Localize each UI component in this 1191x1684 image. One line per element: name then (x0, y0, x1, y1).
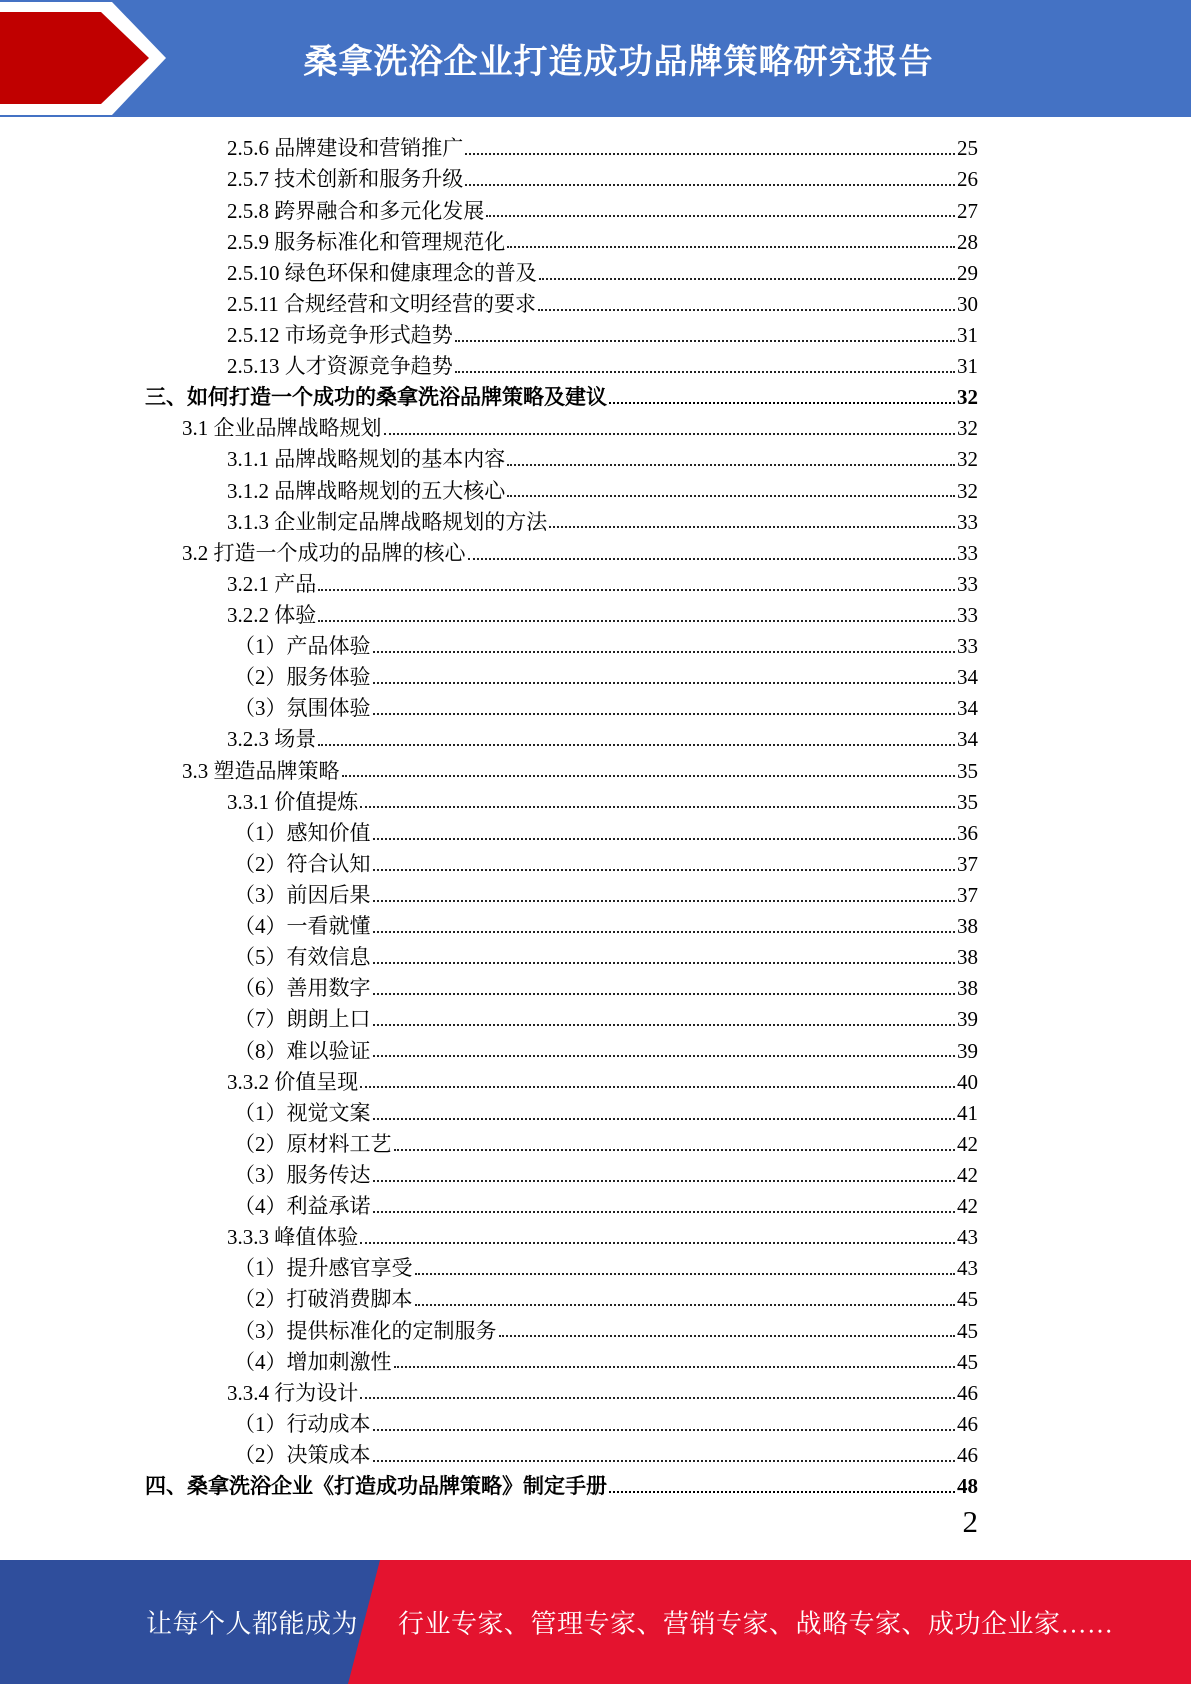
toc-entry[interactable] (0, 348, 1191, 379)
dot-leader (318, 589, 955, 591)
toc-entry-page: 31 (957, 354, 978, 379)
toc-entry[interactable] (0, 566, 1191, 597)
dot-leader (455, 371, 955, 373)
dot-leader (318, 620, 955, 622)
toc-entry[interactable] (0, 192, 1191, 223)
dot-leader (342, 775, 956, 777)
toc-entry[interactable] (0, 877, 1191, 908)
toc-entry-page: 37 (957, 882, 978, 907)
toc-entry-label: （1）提升感官享受 (234, 1256, 413, 1281)
toc-entry-label: 3.2.2 体验 (227, 602, 317, 627)
toc-entry-label: （1）行动成本 (234, 1411, 371, 1436)
toc-entry-label: （6）善用数字 (234, 976, 371, 1001)
toc-entry-page: 31 (957, 323, 978, 347)
toc-entry-label: 2.5.7 技术创新和服务升级 (227, 167, 464, 192)
toc-entry[interactable] (0, 1437, 1191, 1468)
toc-entry-label: 3.3 塑造品牌策略 (182, 758, 340, 783)
dot-leader (609, 402, 955, 404)
toc-entry-label: （3）服务传达 (234, 1162, 371, 1187)
dot-leader (465, 184, 955, 186)
toc-entry-page: 33 (957, 634, 978, 659)
toc-entry[interactable] (0, 1468, 1191, 1499)
toc-entry-label: 2.5.8 跨界融合和多元化发展 (227, 198, 485, 223)
toc-entry[interactable] (0, 783, 1191, 814)
toc-entry-page: 30 (957, 291, 978, 316)
toc-entry-label: 3.1.2 品牌战略规划的五大核心 (227, 478, 506, 503)
dot-leader (507, 246, 955, 248)
toc-entry-page: 45 (957, 1318, 978, 1343)
toc-entry-page: 36 (957, 820, 978, 845)
toc-entry-label: 3.1.1 品牌战略规划的基本内容 (227, 447, 506, 472)
toc-entry-label: （8）难以验证 (234, 1038, 371, 1063)
toc-entry[interactable] (0, 1250, 1191, 1281)
toc-entry-page: 29 (957, 260, 978, 285)
toc-entry[interactable] (0, 1405, 1191, 1436)
toc-entry-page: 26 (957, 167, 978, 192)
toc-entry-label: 3.2.1 产品 (227, 571, 317, 596)
toc-entry-page: 37 (957, 851, 978, 876)
dot-leader (373, 713, 956, 715)
toc-entry-page: 48 (957, 1474, 978, 1499)
toc-entry-label: 四、桑拿洗浴企业《打造成功品牌策略》制定手册 (145, 1474, 607, 1499)
dot-leader (609, 1491, 955, 1493)
toc-entry[interactable] (0, 690, 1191, 721)
toc-entry[interactable] (0, 1188, 1191, 1219)
toc-entry-label: （4）一看就懂 (234, 914, 371, 939)
toc-entry-page: 32 (957, 447, 978, 472)
toc-entry-label: （7）朗朗上口 (234, 1007, 371, 1032)
toc-entry-label: （1）感知价值 (234, 820, 371, 845)
dot-leader (373, 1024, 956, 1026)
dot-leader (373, 993, 956, 995)
dot-leader (394, 1149, 956, 1151)
dot-leader (538, 309, 955, 311)
toc-entry-label: （5）有效信息 (234, 945, 371, 970)
toc-entry[interactable] (0, 1094, 1191, 1125)
toc-entry[interactable] (0, 1157, 1191, 1188)
toc-entry[interactable] (0, 814, 1191, 845)
toc-entry-page: 25 (957, 136, 978, 161)
toc-entry-page: 33 (957, 540, 978, 565)
table-of-contents (0, 130, 1191, 1499)
dot-leader (373, 1055, 956, 1057)
dot-leader (394, 1366, 956, 1368)
toc-entry-label: 3.3.3 峰值体验 (227, 1225, 359, 1250)
toc-entry-page: 28 (957, 229, 978, 254)
toc-entry[interactable] (0, 472, 1191, 503)
page-number: 2 (962, 1504, 978, 1539)
toc-entry-page: 41 (957, 1100, 978, 1125)
dot-leader (373, 1211, 956, 1213)
toc-entry-label: 3.3.1 价值提炼 (227, 789, 359, 814)
toc-entry-label: 3.2 打造一个成功的品牌的核心 (182, 540, 466, 565)
dot-leader (415, 1273, 956, 1275)
toc-entry-page: 42 (957, 1194, 978, 1219)
footer-slogan-right: 行业专家、管理专家、营销专家、战略专家、成功企业家…… (398, 1609, 1114, 1639)
dot-leader (373, 651, 956, 653)
toc-entry-page: 33 (957, 602, 978, 627)
toc-entry-page: 38 (957, 914, 978, 939)
dot-leader (373, 1429, 956, 1431)
toc-entry-label: 3.1 企业品牌战略规划 (182, 416, 382, 441)
toc-entry-label: （2）符合认知 (234, 851, 371, 876)
dot-leader (539, 278, 955, 280)
dot-leader (468, 558, 956, 560)
toc-entry[interactable] (0, 503, 1191, 534)
dot-leader (360, 1397, 955, 1399)
toc-entry[interactable] (0, 939, 1191, 970)
toc-entry-label: 3.3.2 价值呈现 (227, 1069, 359, 1094)
toc-entry-page: 45 (957, 1349, 978, 1374)
toc-entry-label: 3.3.4 行为设计 (227, 1380, 359, 1405)
toc-entry-label: 2.5.9 服务标准化和管理规范化 (227, 229, 506, 254)
toc-entry-label: 三、如何打造一个成功的桑拿洗浴品牌策略及建议 (145, 385, 607, 410)
toc-entry[interactable] (0, 317, 1191, 348)
toc-entry[interactable] (0, 1374, 1191, 1405)
toc-entry-label: （4）增加刺激性 (234, 1349, 392, 1374)
dot-leader (360, 1086, 955, 1088)
toc-entry[interactable] (0, 410, 1191, 441)
toc-entry-label: （1）视觉文案 (234, 1100, 371, 1125)
dot-leader (373, 1180, 956, 1182)
dot-leader (465, 153, 955, 155)
toc-entry[interactable] (0, 628, 1191, 659)
toc-entry-label: （2）原材料工艺 (234, 1131, 392, 1156)
toc-entry[interactable] (0, 908, 1191, 939)
toc-entry-page: 39 (957, 1007, 978, 1032)
toc-entry[interactable] (0, 970, 1191, 1001)
toc-entry-page: 34 (957, 727, 978, 752)
toc-entry-page: 42 (957, 1131, 978, 1156)
toc-entry-page: 38 (957, 976, 978, 1001)
dot-leader (373, 838, 956, 840)
toc-entry-label: （3）氛围体验 (234, 696, 371, 721)
report-title: 桑拿洗浴企业打造成功品牌策略研究报告 (303, 43, 934, 81)
toc-entry[interactable] (0, 161, 1191, 192)
toc-entry-label: 2.5.13 人才资源竞争趋势 (227, 354, 453, 379)
dot-leader (360, 806, 955, 808)
toc-entry-page: 33 (957, 509, 978, 534)
toc-entry[interactable] (0, 1281, 1191, 1312)
toc-entry[interactable] (0, 130, 1191, 161)
toc-entry-page: 33 (957, 571, 978, 596)
toc-entry-page: 27 (957, 198, 978, 223)
toc-entry[interactable] (0, 379, 1191, 410)
dot-leader (549, 526, 955, 528)
toc-entry-page: 35 (957, 789, 978, 814)
dot-leader (507, 495, 955, 497)
dot-leader (360, 1242, 955, 1244)
toc-entry-page: 34 (957, 665, 978, 690)
toc-entry-label: 2.5.6 品牌建设和营销推广 (227, 136, 464, 161)
toc-entry[interactable] (0, 223, 1191, 254)
dot-leader (373, 1118, 956, 1120)
toc-entry-label: （4）利益承诺 (234, 1194, 371, 1219)
dot-leader (373, 931, 956, 933)
toc-entry[interactable] (0, 1312, 1191, 1343)
dot-leader (499, 1335, 956, 1337)
toc-entry[interactable] (0, 1343, 1191, 1374)
toc-entry-label: （2）决策成本 (234, 1442, 371, 1467)
toc-entry-page: 32 (957, 478, 978, 503)
toc-entry-label: 2.5.12 市场竞争形式趋势 (227, 323, 453, 347)
toc-entry-page: 42 (957, 1162, 978, 1187)
toc-entry[interactable] (0, 597, 1191, 628)
toc-entry-page: 46 (957, 1380, 978, 1405)
toc-entry-label: （3）前因后果 (234, 882, 371, 907)
toc-entry-label: （3）提供标准化的定制服务 (234, 1318, 497, 1343)
toc-entry[interactable] (0, 846, 1191, 877)
toc-entry-label: 2.5.11 合规经营和文明经营的要求 (227, 291, 536, 316)
toc-entry-page: 32 (957, 385, 978, 410)
dot-leader (373, 962, 956, 964)
toc-entry-page: 40 (957, 1069, 978, 1094)
toc-entry[interactable] (0, 1032, 1191, 1063)
dot-leader (373, 682, 956, 684)
toc-entry-page: 43 (957, 1256, 978, 1281)
toc-entry-label: 3.1.3 企业制定品牌战略规划的方法 (227, 509, 548, 534)
toc-entry-label: 2.5.10 绿色环保和健康理念的普及 (227, 260, 537, 285)
dot-leader (373, 1460, 956, 1462)
toc-entry[interactable] (0, 254, 1191, 285)
toc-entry[interactable] (0, 1126, 1191, 1157)
toc-entry-page: 45 (957, 1287, 978, 1312)
toc-entry[interactable] (0, 721, 1191, 752)
dot-leader (384, 433, 956, 435)
dot-leader (318, 744, 955, 746)
toc-entry-page: 43 (957, 1225, 978, 1250)
dot-leader (507, 464, 955, 466)
toc-entry[interactable] (0, 286, 1191, 317)
toc-entry-page: 38 (957, 945, 978, 970)
dot-leader (455, 340, 955, 342)
toc-entry[interactable] (0, 534, 1191, 565)
toc-entry-label: （2）打破消费脚本 (234, 1287, 413, 1312)
dot-leader (373, 900, 956, 902)
toc-entry-page: 46 (957, 1411, 978, 1436)
toc-entry-page: 35 (957, 758, 978, 783)
toc-entry-page: 46 (957, 1442, 978, 1467)
toc-entry-label: （2）服务体验 (234, 665, 371, 690)
toc-entry[interactable] (0, 441, 1191, 472)
toc-entry-page: 34 (957, 696, 978, 721)
toc-entry-page: 39 (957, 1038, 978, 1063)
toc-entry[interactable] (0, 659, 1191, 690)
footer-slogan-left: 让每个人都能成为 (146, 1609, 359, 1639)
toc-entry-label: 3.2.3 场景 (227, 727, 317, 752)
toc-entry-page: 32 (957, 416, 978, 441)
toc-entry[interactable] (0, 1063, 1191, 1094)
dot-leader (415, 1304, 956, 1306)
toc-entry[interactable] (0, 1001, 1191, 1032)
dot-leader (486, 215, 955, 217)
header-banner (0, 0, 1191, 117)
toc-entry-label: （1）产品体验 (234, 634, 371, 659)
dot-leader (373, 869, 956, 871)
toc-entry[interactable] (0, 1219, 1191, 1250)
toc-entry[interactable] (0, 752, 1191, 783)
footer-banner (0, 1560, 1191, 1684)
